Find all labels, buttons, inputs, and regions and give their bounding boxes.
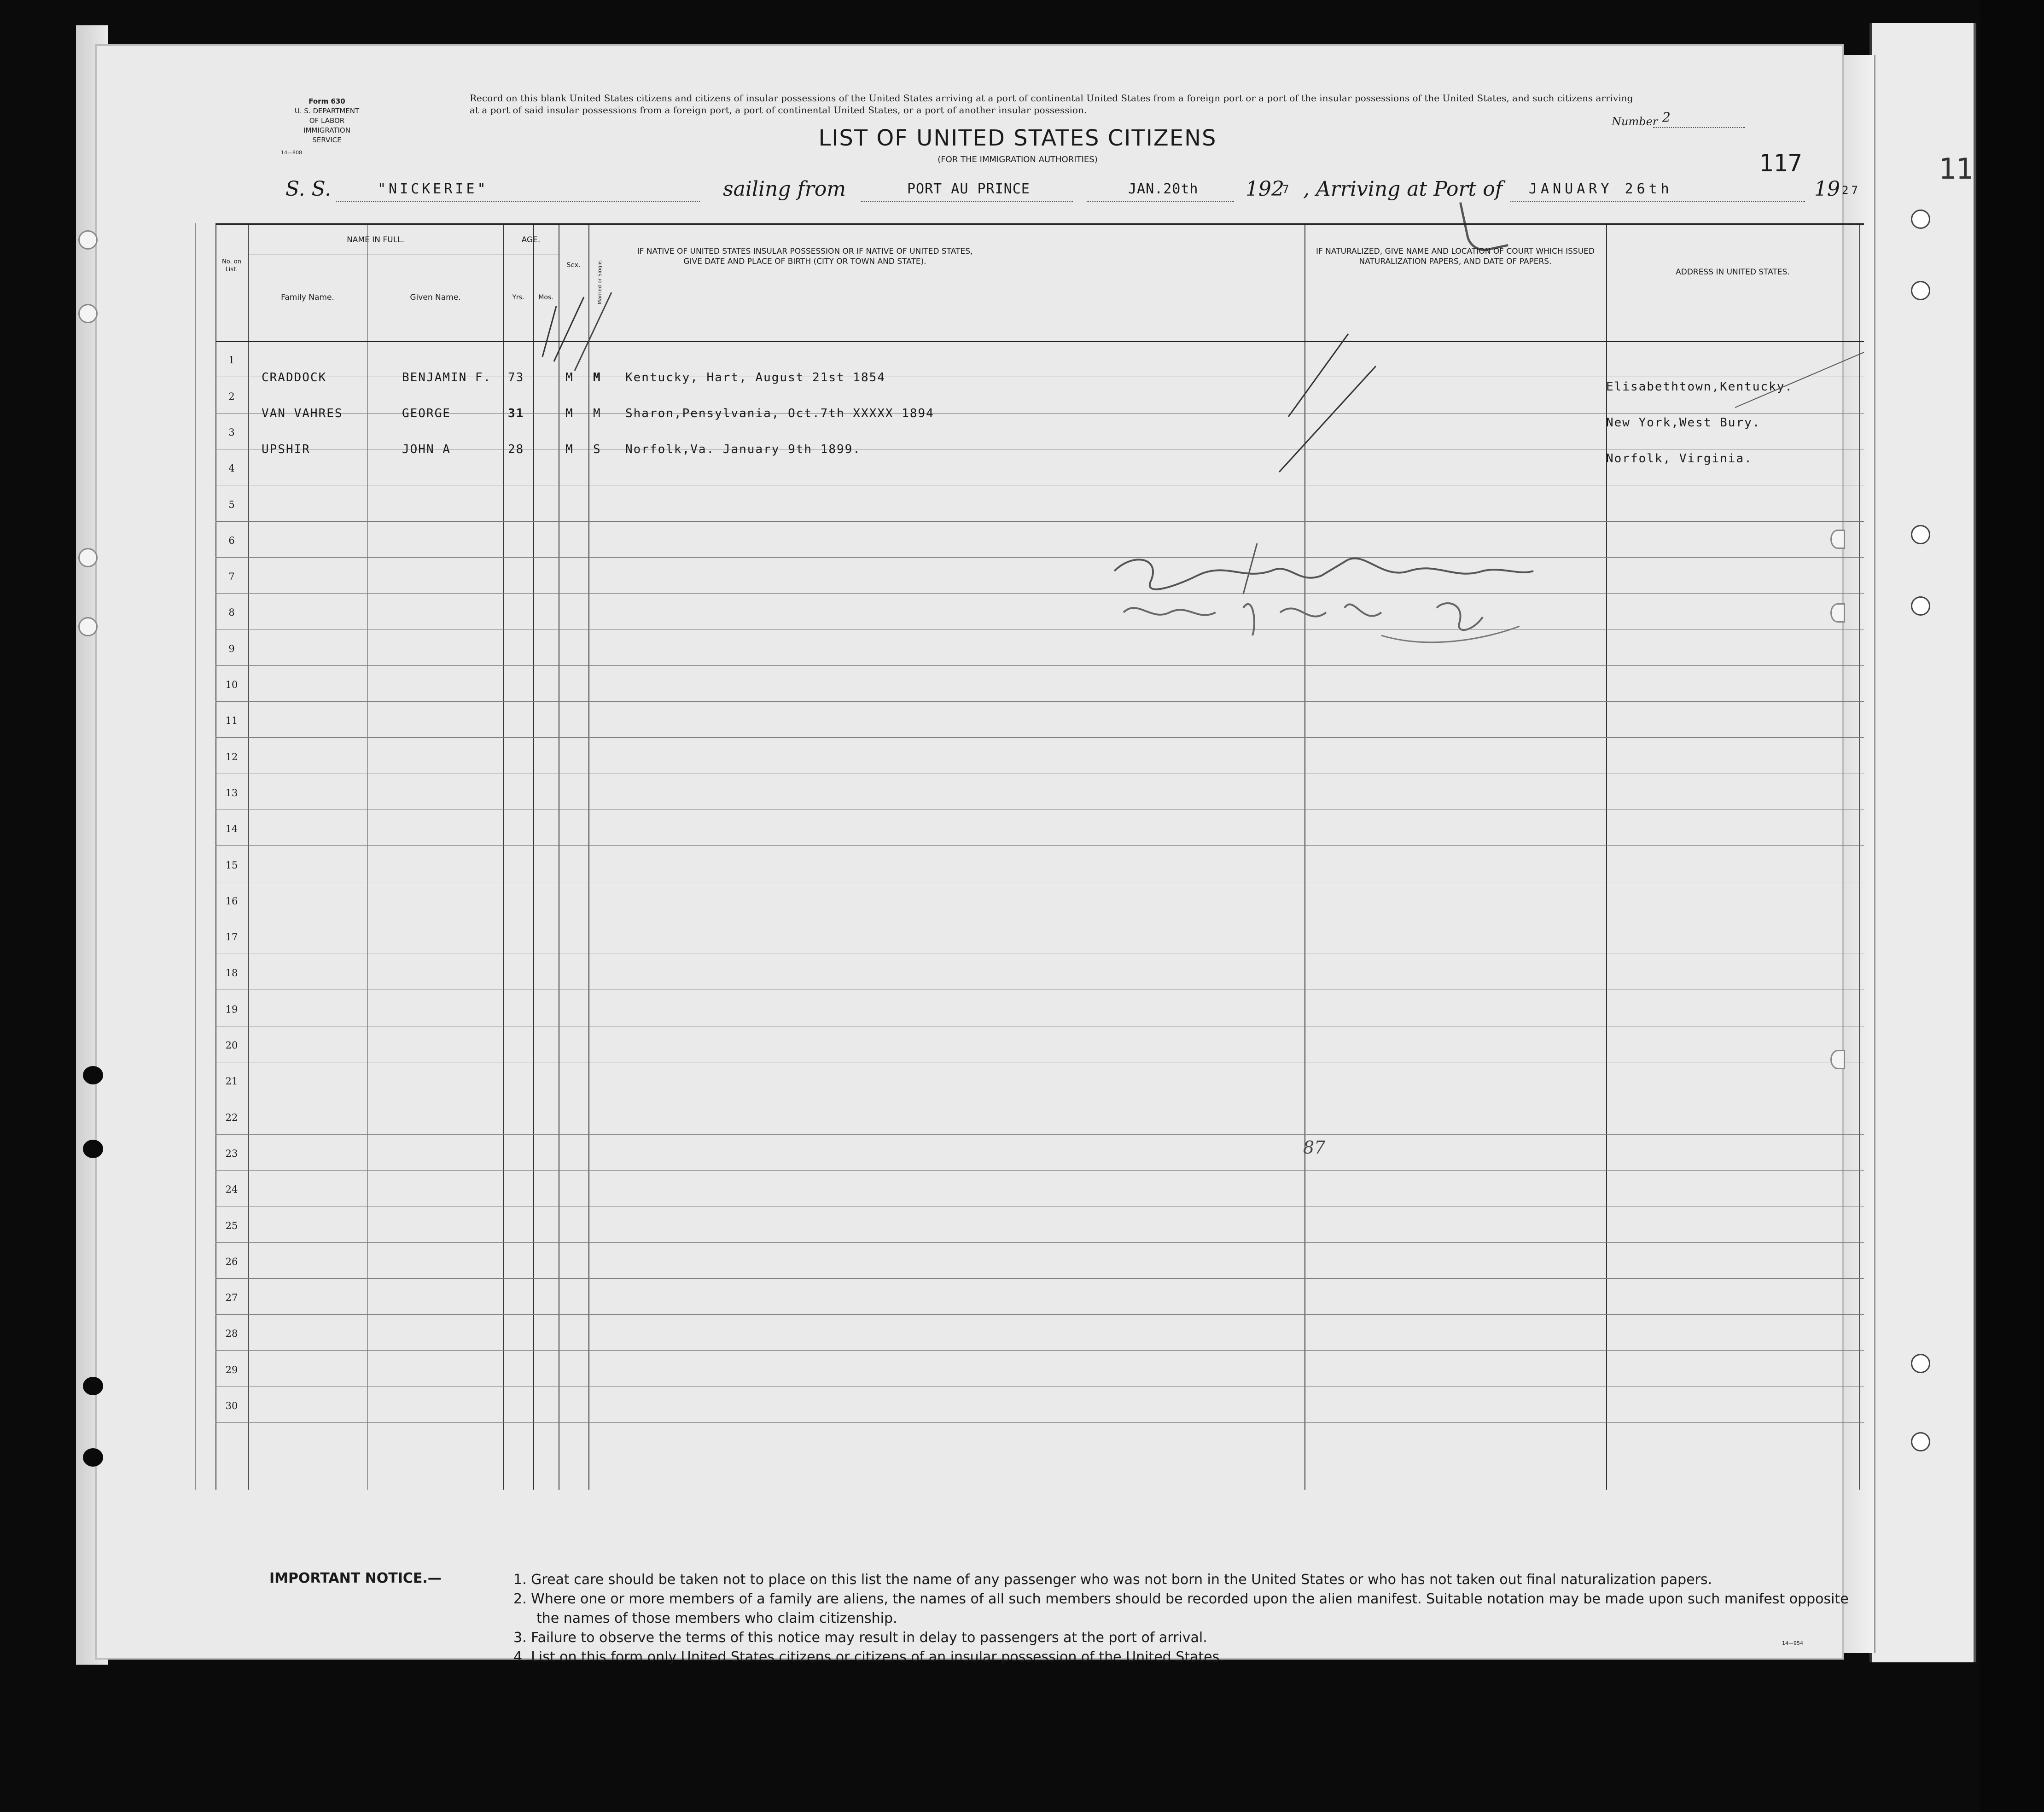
us-address: Elisabethtown,Kentucky. bbox=[1606, 380, 1794, 394]
row-rule bbox=[215, 1170, 1864, 1171]
arrival-line bbox=[1510, 201, 1805, 202]
punch-hole-icon bbox=[78, 304, 98, 323]
notice-list bbox=[513, 1570, 1849, 1667]
arrival-date: JANUARY 26th bbox=[1529, 181, 1673, 197]
marital-status: S bbox=[593, 443, 601, 456]
row-rule bbox=[215, 701, 1864, 702]
row-number: 30 bbox=[225, 1400, 238, 1411]
row-number: 19 bbox=[225, 1003, 238, 1015]
row-number: 13 bbox=[225, 787, 238, 798]
row-number: 22 bbox=[225, 1112, 238, 1123]
row-number: 23 bbox=[225, 1148, 238, 1159]
col-age: AGE. bbox=[521, 235, 541, 245]
row-number: 15 bbox=[225, 859, 238, 871]
punch-hole-icon bbox=[78, 617, 98, 636]
notice-item: 2. Where one or more members of a family are aliens, the names of all such members should be recorded upon the alien manifest. Suitable notation may be made upon such manifest opposite the names of those members who claim citizenship. bbox=[513, 1591, 1849, 1626]
arriving-label: , Arriving at Port of bbox=[1303, 177, 1502, 201]
notice-item: 1. Great care should be taken not to place on this list the name of any passenger who was not born in the United States or who has not taken out final naturalization papers. bbox=[513, 1572, 1712, 1588]
sex: M bbox=[565, 407, 574, 420]
family-name: UPSHIR bbox=[262, 443, 310, 456]
page-subtitle: (FOR THE IMMIGRATION AUTHORITIES) bbox=[938, 155, 1098, 164]
notice-item: 3. Failure to observe the terms of this notice may result in delay to passengers at the port of arrival. bbox=[513, 1630, 1207, 1646]
list-number-line bbox=[1653, 127, 1745, 128]
departure-year-prefix: 192 bbox=[1246, 177, 1284, 201]
punch-hole-icon bbox=[83, 1140, 103, 1158]
marital-status: M bbox=[593, 371, 601, 385]
row-number: 28 bbox=[225, 1328, 238, 1340]
age-years: 28 bbox=[508, 443, 524, 456]
sex: M bbox=[565, 443, 574, 456]
row-rule bbox=[215, 593, 1864, 594]
page-title: LIST OF UNITED STATES CITIZENS bbox=[818, 125, 1217, 151]
binder-hole-icon bbox=[1911, 525, 1930, 544]
col-naturalized: IF NATURALIZED, GIVE NAME AND LOCATION OF COURT WHICH ISSUED NATURALIZATION PAPERS, AND DATE OF PAPERS. bbox=[1316, 247, 1595, 266]
us-address: Norfolk, Virginia. bbox=[1606, 452, 1753, 466]
row-number: 27 bbox=[225, 1292, 238, 1304]
col-mos: Mos. bbox=[538, 294, 553, 301]
col-birth: IF NATIVE OF UNITED STATES INSULAR POSSESSION OR IF NATIVE OF UNITED STATES, GIVE DATE AND PLACE OF BIRTH (CITY OR TOWN AND STATE). bbox=[637, 247, 973, 266]
given-name: GEORGE bbox=[402, 407, 451, 420]
handwritten-note: 87 bbox=[1303, 1137, 1326, 1158]
row-number: 9 bbox=[228, 643, 235, 654]
arrival-year-suffix: 27 bbox=[1842, 184, 1861, 197]
family-name: VAN VAHRES bbox=[262, 407, 343, 420]
marital-status: M bbox=[593, 407, 601, 420]
row-rule bbox=[215, 1134, 1864, 1135]
row-number: 7 bbox=[228, 571, 235, 583]
given-name: BENJAMIN F. bbox=[402, 371, 492, 385]
age-years: 73 bbox=[508, 371, 524, 385]
row-number: 11 bbox=[225, 715, 238, 727]
inspector-signature bbox=[1105, 543, 1547, 654]
row-number: 12 bbox=[225, 751, 238, 763]
page-number: 117 bbox=[1759, 150, 1802, 177]
manifest-form bbox=[97, 46, 1861, 1665]
row-rule bbox=[215, 845, 1864, 846]
col-married-single: Married or Single. bbox=[597, 259, 603, 305]
row-number: 10 bbox=[225, 679, 238, 690]
scan-border-right bbox=[1980, 0, 2044, 1812]
ship-name: "NICKERIE" bbox=[378, 181, 489, 197]
row-number: 29 bbox=[225, 1364, 238, 1375]
departure-port: PORT AU PRINCE bbox=[907, 181, 1030, 197]
col-no: No. on List. bbox=[222, 258, 241, 273]
col-yrs: Yrs. bbox=[512, 294, 524, 301]
sex: M bbox=[565, 371, 574, 385]
row-number: 20 bbox=[225, 1040, 238, 1051]
punch-hole-icon bbox=[1830, 530, 1845, 549]
adjacent-sheet-number: 11 bbox=[1939, 152, 1973, 186]
row-rule bbox=[215, 1314, 1864, 1315]
list-number-value: 2 bbox=[1662, 110, 1671, 125]
department-name: U. S. DEPARTMENT OF LABOR bbox=[294, 107, 360, 125]
row-number: 21 bbox=[225, 1076, 238, 1087]
row-number: 6 bbox=[228, 535, 235, 546]
col-address: ADDRESS IN UNITED STATES. bbox=[1676, 268, 1790, 277]
service-name: IMMIGRATION SERVICE bbox=[303, 126, 350, 144]
punch-hole-icon bbox=[78, 230, 98, 250]
row-rule bbox=[215, 1242, 1864, 1243]
ship-name-line bbox=[336, 201, 700, 202]
row-number: 25 bbox=[225, 1220, 238, 1231]
us-address: New York,West Bury. bbox=[1606, 416, 1761, 430]
birth-place-date: Kentucky, Hart, August 21st 1854 bbox=[625, 371, 885, 385]
notice-heading: IMPORTANT NOTICE.— bbox=[269, 1570, 442, 1586]
sailing-from-label: sailing from bbox=[723, 177, 846, 201]
punch-hole-icon bbox=[83, 1448, 103, 1467]
form-number: Form 630 bbox=[309, 97, 345, 105]
row-number: 4 bbox=[228, 463, 235, 474]
row-number: 16 bbox=[225, 895, 238, 907]
row-number: 3 bbox=[228, 426, 235, 438]
col-name-in-full: NAME IN FULL. bbox=[347, 235, 404, 245]
birth-place-date: Norfolk,Va. January 9th 1899. bbox=[625, 443, 861, 456]
adjacent-sheet-edge bbox=[1869, 23, 1976, 1662]
row-number: 1 bbox=[228, 355, 235, 366]
birth-place-date: Sharon,Pensylvania, Oct.7th XXXXX 1894 bbox=[625, 407, 934, 420]
punch-hole-icon bbox=[1830, 1050, 1845, 1069]
row-number: 8 bbox=[228, 607, 235, 618]
col-family-name: Family Name. bbox=[281, 293, 334, 302]
row-number: 2 bbox=[228, 390, 235, 402]
col-given-name: Given Name. bbox=[410, 293, 461, 302]
row-number: 5 bbox=[228, 499, 235, 510]
punch-hole-icon bbox=[83, 1066, 103, 1084]
binder-hole-icon bbox=[1911, 210, 1930, 229]
family-name: CRADDOCK bbox=[262, 371, 327, 385]
form-issuer-block bbox=[290, 97, 364, 145]
voyage-details bbox=[285, 177, 1860, 214]
form-code: 14—808 bbox=[281, 150, 302, 156]
footer-code: 14—954 bbox=[1782, 1640, 1803, 1646]
row-number: 17 bbox=[225, 932, 238, 943]
handwritten-checkmarks bbox=[215, 223, 1864, 592]
row-rule bbox=[215, 665, 1864, 666]
row-number: 14 bbox=[225, 823, 238, 835]
punch-hole-icon bbox=[83, 1377, 103, 1395]
punch-hole-icon bbox=[1830, 603, 1845, 623]
age-years: 31 bbox=[508, 407, 524, 420]
binder-hole-icon bbox=[1911, 596, 1930, 616]
port-line bbox=[861, 201, 1073, 202]
row-rule bbox=[215, 737, 1864, 738]
row-number: 18 bbox=[225, 967, 238, 979]
binder-hole-icon bbox=[1911, 1432, 1930, 1451]
binder-hole-icon bbox=[1911, 281, 1930, 300]
row-number: 26 bbox=[225, 1256, 238, 1267]
ss-label: S. S. bbox=[285, 177, 332, 201]
departure-date-line bbox=[1087, 201, 1234, 202]
row-number: 24 bbox=[225, 1184, 238, 1195]
row-rule bbox=[215, 1278, 1864, 1279]
given-name: JOHN A bbox=[402, 443, 451, 456]
col-sex: Sex. bbox=[566, 262, 581, 269]
notice-item: 4. List on this form only United States citizens or citizens of an insular possession of the United States. bbox=[513, 1649, 1224, 1665]
departure-year-suffix: 7 bbox=[1282, 183, 1292, 196]
row-rule bbox=[215, 1350, 1864, 1351]
row-rule bbox=[215, 1422, 1864, 1423]
passenger-table bbox=[215, 223, 1864, 1490]
departure-date: JAN.20th bbox=[1128, 181, 1199, 197]
arrival-year-prefix: 19 bbox=[1814, 177, 1840, 201]
list-number-label: Number bbox=[1612, 115, 1658, 128]
form-instructions: Record on this blank United States citizens and citizens of insular possessions of the United States arriving at a port of continental United States from a foreign port or a port of the insular possessions of the United States, and such citizens arriving at a port of said insular possessions from a foreign port, a port of continental United States, or a port of another insular possession. bbox=[470, 93, 1633, 116]
binder-hole-icon bbox=[1911, 1354, 1930, 1373]
punch-hole-icon bbox=[78, 548, 98, 567]
